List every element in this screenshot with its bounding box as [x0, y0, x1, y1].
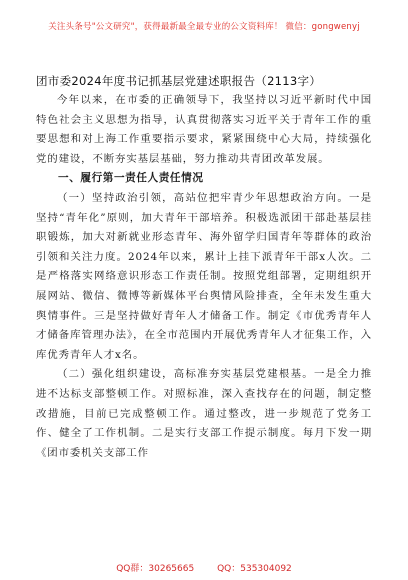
qq-group: QQ群：30265665 — [116, 564, 195, 574]
document-body — [36, 91, 372, 463]
footer-contact — [0, 561, 408, 574]
section-heading: 一、履行第一责任人责任情况 — [58, 172, 204, 185]
header-banner: 关注头条号"公文研究"，获得最新最全最专业的公文资料库！ 微信：gongwenyj — [48, 22, 360, 32]
paragraph-organization-building: （二）强化组织建设，高标准夯实基层党建根基。一是全力推进不达标支部整顿工作。对照标准，深入查找存在的问题，制定整改措施，目前已完成整顿工作。通过整改，进一步规范了党务工作、健全了工作机制。二是实行支部工作提示制度。每月下发一期《团市委机关支部工作 — [36, 368, 372, 459]
intro-paragraph: 今年以来，在市委的正确领导下，我坚持以习近平新时代中国特色社会主义思想为指导，认真贯彻落实习近平关于青年工作的重要思想和对上海工作重要指示要求，紧紧围绕中心大局，持续强化党的建设，不断夯实基层基础，努力推动共青团改革发展。 — [36, 94, 372, 165]
qq-contact: QQ：535304092 — [217, 564, 292, 574]
document-title: 团市委2024年度书记抓基层党建述职报告（2113字） — [36, 74, 322, 88]
paragraph-political-guidance: （一）坚持政治引领，高站位把牢青少年思想政治方向。一是坚持“青年化”原则，加大青年干部培养。积极选派团干部赴基层挂职锻炼，加大对新就业形态青年、海外留学归国青年等群体的政治引领和关注力度。2024年以来，累计上挂下派青年干部x人次。二是严格落实网络意识形态工作责任制。按照党组部署，定期组织开展网站、微信、微博等新媒体平台舆情风险排查，全年未发生重大舆情事件。三是坚持做好青年人才储备工作。制定《市优秀青年人才储备库管理办法》，在全市范围内开展优秀青年人才征集工作，入库优秀青年人才x名。 — [36, 191, 372, 361]
